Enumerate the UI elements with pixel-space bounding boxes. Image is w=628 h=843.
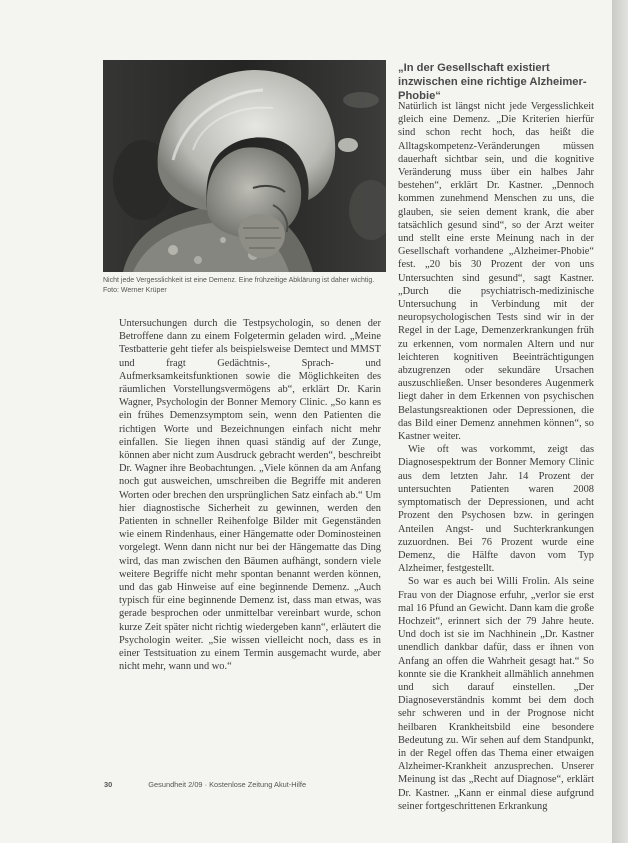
paragraph: Wie oft was vorkommt, zeigt das Diagnosespektrum der Bonner Memory Clinic aus dem letzten Jahr. 14 Prozent der untersuchten Patienten waren 2008 symptomatisch der Depressionen, und acht Prozent den Psychosen bzw. in geringen Anteilen Angst- und Suchterkrankungen zuzuordnen. Bei 76 Prozent wurde eine Demenz, die Hälfte davon vom Typ Alzheimer, festgestellt.: [398, 444, 594, 575]
paragraph: So war es auch bei Willi Frolin. Als seine Frau von der Diagnose erfuhr, „verlor sie erst mal 16 Pfund an Gewicht. Dann kam die große Hochzeit“, erinnert sich der 79 Jahre heute. Und doch ist sie im Nachhinein „Dr. Kastner unendlich dankbar dafür, dass er ihnen von Anfang an offen die Wahrheit gesagt hat.“ So konnte sie die Krankheit allmählich annehmen und sich darauf einstellen. „Der Diagnoseverständnis kommt bei dem doch sehr schweren und in der Prognose nicht heilbaren Krankheitsbild eine besondere Bedeutung zu. Wir sehen auf dem Standpunkt, in der Regel offen das Thema einer etwaigen Alzheimer-Krankheit anzusprechen. Unserer Meinung ist das „Recht auf Diagnose“, erklärt Dr. Kastner. „Kann er einmal diese aufgrund seiner fortgeschrittenen Erkrankung: [398, 576, 594, 812]
publication-name: Gesundheit 2/09 · Kostenlose Zeitung Akut-Hilfe: [148, 780, 307, 789]
article-photo: [103, 60, 386, 272]
paragraph: Natürlich ist längst nicht jede Vergesslichkeit gleich eine Demenz. „Die Kriterien hierfür sind schon recht hoch, das heißt die Alltagskompetenz-Veränderungen müssen dauerhaft sichtbar sein, und die kognitive Veränderung muss über ein halbes Jahr bestehen“, erklärt Dr. Kastner. „Dennoch kommen zunehmend Menschen zu uns, die glauben, sie seien dement krank, die aber tatsächlich gesund sind“, so der Arzt weiter und stellt eine erste Meinung nach in der Gesellschaft vorhandene „Alzheimer-Phobie“ fest. „20 bis 30 Prozent der von uns Untersuchten sind gesund“, sagt Kastner. „Durch die psychiatrisch-medizinische Untersuchung in Verbindung mit der neuropsychologischen Tests sind wir in der Regel in der Lage, Demenzerkrankungen früh zu erkennen, vom normalen Altern und nur leichteren kognitiven Beeinträchtigungen abzugrenzen oder sekundäre Ursachen auszuschließen. Unser besonderes Augenmerk liegt daher in dem Erkennen von psychischen Belastungsreaktionen oder Depressionen, die das Bild einer Demenz annehmen können“, so Kastner weiter.: [398, 101, 594, 443]
section-heading: „In der Gesellschaft existiert inzwischen eine richtige Alzheimer-Phobie“: [398, 62, 587, 102]
page-edge-shadow: [612, 0, 628, 843]
left-text-column: [119, 317, 381, 673]
paragraph: Untersuchungen durch die Testpsychologin, so denen der Betroffene dann zu einem Folgetermin geladen wird. „Meine Testbatterie geht tiefer als beispielsweise Demtect und MMST und fragt Gedächtnis-, Sprach- und Aufmerksamkeitsfunktionen sowie die Möglichkeiten des räumlichen Vorstellungsvermögens ab“, erklärt Dr. Karin Wagner, Psychologin der Bonner Memory Clinic. „So kann es ein frühes Demenzsymptom sein, wenn den Patienten die richtigen Worte und Bezeichnungen einfach nicht mehr einfallen. Sie liegen ihnen quasi ständig auf der Zunge, können aber nicht zum Ausdruck gebracht werden“, beschreibt Dr. Wagner ihre Beobachtungen. „Viele können da am Anfang noch gut ausweichen, umschreiben die Begriffe mit anderen Worten oder brechen den ursprünglichen Satz einfach ab.“ Um hier diagnostische Sicherheit zu gewinnen, werden den Patienten in schneller Reihenfolge Bilder mit Gegenständen wie einem Rindenhaus, einer Hängematte oder Dominosteinen vorgelegt. Wenn dann nicht nur bei der Hängematte das Ding wird, das man zwischen den Bäumen aufhängt, sondern viele weitere Begriffe nicht mehr spontan benannt werden können, und das gab Hinweise auf eine beginnende Demenz. „Auch typisch für eine beginnende Demenz ist, dass man etwas, was gerade besprochen oder unmittelbar vereinbart wurde, schon kurze Zeit später nicht richtig wiedergeben kann“, erläutert die Psychologin weiter. „Sie wissen vielleicht noch, dass es in einer Testsituation zu einem Termin ausgemacht wurde, aber nicht mehr, wann und wo.“: [119, 318, 381, 673]
right-text-column: [398, 100, 594, 813]
photo-caption: Nicht jede Vergesslichkeit ist eine Demenz. Eine frühzeitige Abklärung ist daher wichtig. Foto: Werner Krüper: [103, 277, 375, 294]
page-number: 30: [104, 780, 113, 789]
page-footer: [104, 780, 306, 789]
elderly-woman-photo-image: [103, 60, 386, 272]
